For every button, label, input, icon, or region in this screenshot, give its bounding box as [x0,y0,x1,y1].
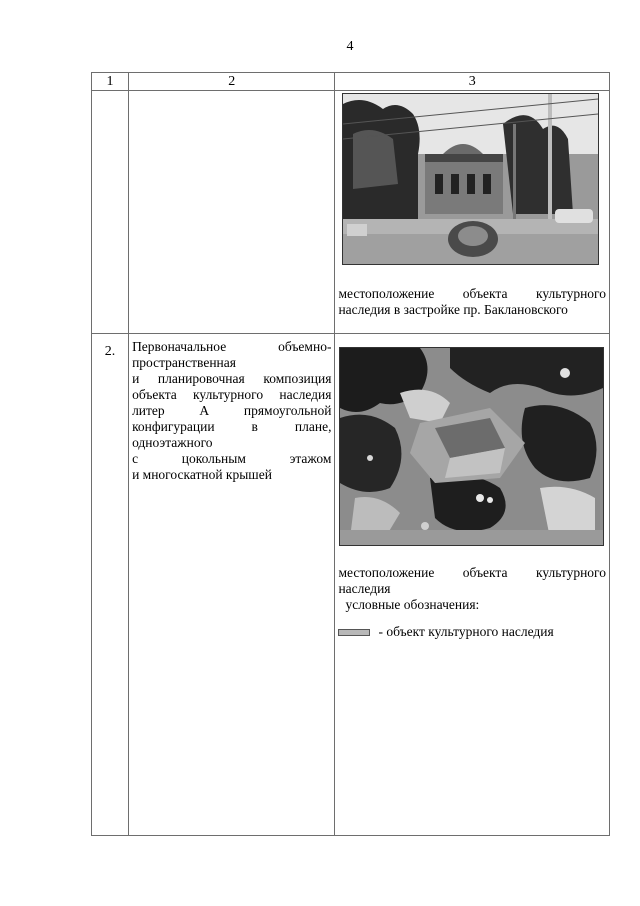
row-number-cell: 2. [92,334,129,836]
description-line: объекта культурного наследия [132,387,332,402]
image-cell [335,91,610,334]
description-cell [129,334,335,836]
column-header-2: 2 [129,73,335,91]
building-street-photo-icon [342,93,599,265]
legend-title: условные обозначения: [345,597,480,612]
heritage-object-swatch-icon [338,629,370,636]
column-header-3: 3 [335,73,610,91]
description-line: и многоскатной крышей [132,467,272,482]
caption-line: местоположение объекта культурного [338,286,606,301]
caption-line: местоположение объекта культурного [338,565,606,580]
caption-line: наследия в застройке пр. Баклановского [338,302,568,317]
description-cell [129,91,335,334]
description-line: с цокольным этажом [132,451,332,466]
description-line: одноэтажного [132,435,213,450]
legend-row [335,624,609,640]
caption-line: наследия [338,581,391,596]
description-line: и планировочная композиция [132,371,332,386]
table-row [92,334,610,836]
aerial-view-photo-icon [339,347,604,546]
photo-caption [335,565,609,597]
table-row [92,91,610,334]
image-cell [335,334,610,836]
description-line: конфигурации в плане, [132,419,332,434]
description-line: Первоначальное объемно- [132,339,332,354]
row-number-cell [92,91,129,334]
description-text [129,334,334,483]
description-line: пространственная [132,355,236,370]
page-number: 4 [346,39,354,54]
description-line: литер А прямоугольной [132,403,332,418]
column-header-1: 1 [92,73,129,91]
photo-caption [335,286,609,318]
table-header-row [92,73,610,91]
heritage-table [91,72,610,836]
legend-item-label: - объект культурного наследия [378,624,554,639]
